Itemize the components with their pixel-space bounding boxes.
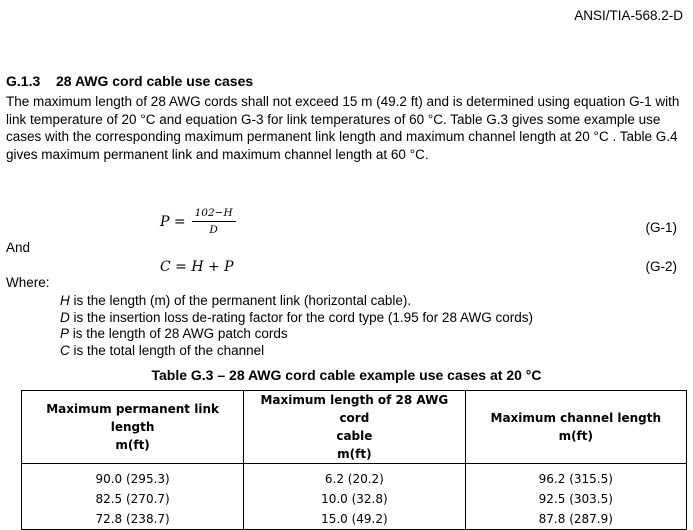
header-channel-length-line1: Maximum channel length [490,411,662,425]
table-title: Table G.3 – 28 AWG cord cable example use cases at 20 °C [151,367,542,383]
section-title: 28 AWG cord cable use cases [56,73,254,89]
table-cell: 92.5 (303.5) [465,489,686,509]
header-permanent-link-unit: m(ft) [115,438,150,452]
table-cell: 87.8 (287.9) [465,509,686,530]
equation-g1-label: (G-1) [645,220,677,235]
section-heading [6,73,253,89]
definition-d [60,310,533,327]
equation-g1-denominator: D [209,224,218,236]
and-text: And [6,240,31,255]
definition-d-text: is the insertion loss de-rating factor for the cord type (1.95 for 28 AWG cords) [69,309,533,325]
header-cord-length-line1: Maximum length of 28 AWG cord [260,393,449,425]
header-cord-length-line2: cable [336,429,373,443]
table-cell: 6.2 (20.2) [244,464,465,490]
where-label: Where: [6,275,50,290]
table-cell: 15.0 (49.2) [244,509,465,530]
header-cord-length-unit: m(ft) [337,447,372,461]
header-permanent-link-line1: Maximum permanent link length [46,402,219,434]
definition-p-symbol: P [60,326,70,341]
definition-h-text: is the length (m) of the permanent link (horizontal cable). [69,293,412,308]
definition-d-symbol: D [60,309,70,325]
table-cell: 72.8 (238.7) [22,509,244,530]
equation-g2-label: (G-2) [645,259,677,274]
equation-g1-numerator: 102−H [192,207,236,222]
table-row [22,489,687,509]
equation-g2: C = H + P [160,259,234,275]
table-cell: 82.5 (270.7) [22,489,244,509]
header-permanent-link [22,391,244,464]
header-cord-length [244,391,465,464]
header-channel-length [465,391,686,464]
document-id: ANSI/TIA-568.2-D [574,8,683,23]
definition-c-symbol: C [60,342,70,358]
equation-g1-lhs: P = [160,213,186,230]
table-cell: 90.0 (295.3) [22,464,244,490]
variable-definitions [60,293,533,359]
definition-h-symbol: H [60,293,70,308]
definition-h [60,293,533,310]
table-cell: 10.0 (32.8) [244,489,465,509]
definition-p [60,326,533,343]
equation-g1 [160,207,236,236]
header-channel-length-unit: m(ft) [558,429,593,443]
definition-c [60,343,533,360]
table-row [22,509,687,530]
section-number: G.1.3 [6,73,41,89]
intro-paragraph: The maximum length of 28 AWG cords shall not exceed 15 m (49.2 ft) and is determined using equation G-1 with link temperature of 20 °C and equation G-3 for link temperatures of 60 °C. Table G.3 gives some example use cases with the corresponding maximum permanent link length and maximum channel length at 20 °C . Table G.4 gives maximum permanent link and maximum channel length at 60 °C. [6,94,680,162]
equation-g1-fraction [192,207,236,236]
table-cell: 96.2 (315.5) [465,464,686,490]
definition-c-text: is the total length of the channel [69,342,265,358]
use-case-table [21,390,687,530]
definition-p-text: is the length of 28 AWG patch cords [69,326,288,341]
table-header-row [22,391,687,464]
table-row [22,464,687,490]
